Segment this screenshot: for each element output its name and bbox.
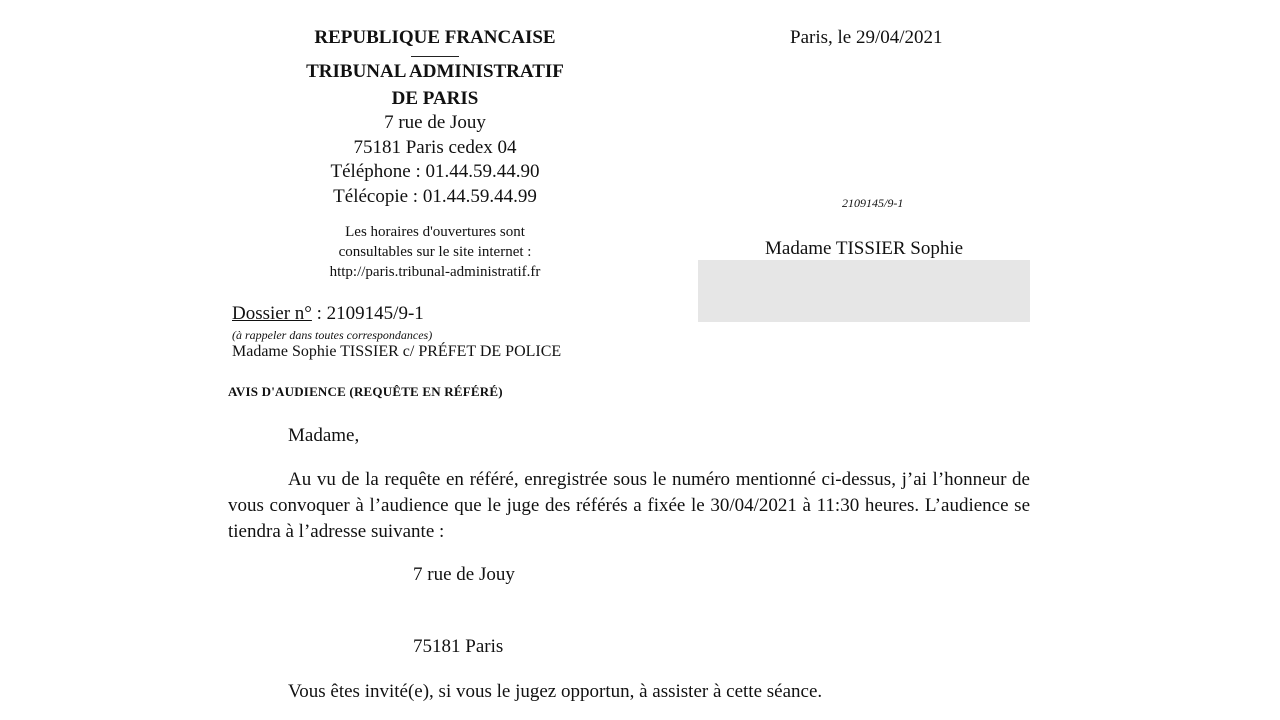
court-website-link[interactable]: http://paris.tribunal-administratif.fr [329,264,541,280]
court-address-city: 75181 Paris cedex 04 [353,136,517,158]
dossier-value: : 2109145/9-1 [311,303,424,324]
case-parties: Madame Sophie TISSIER c/ PRÉFET DE POLICE [232,343,562,360]
salutation: Madame, [288,425,360,446]
body-paragraph: Au vu de la requête en référé, enregistrée sous le numéro mentionné ci-dessus, j’ai l’honneur de vous convoquer à l’audience que le juge des référés a fixée le 30/04/2021 à 11:30 heures. L’audience se tiendra à l’adresse suivante : [228,469,1030,542]
opening-hours-note [280,222,590,282]
header-divider [411,56,459,57]
republique-heading: REPUBLIQUE FRANCAISE [314,27,556,48]
reference-number: 2109145/9-1 [842,196,904,210]
opening-hours-line1: Les horaires d'ouvertures sont [345,224,525,240]
letter-date: Paris, le 29/04/2021 [790,27,943,48]
recipient-name: Madame TISSIER Sophie [765,238,964,259]
court-fax: Télécopie : 01.44.59.44.99 [333,185,537,207]
court-address-street: 7 rue de Jouy [384,112,486,133]
dossier-number [232,302,424,326]
opening-hours-line2: consultables sur le site internet : [338,244,532,260]
tribunal-name-line1: TRIBUNAL ADMINISTRATIF [306,61,564,82]
court-telephone: Téléphone : 01.44.59.44.90 [330,161,540,182]
tribunal-name-line2: DE PARIS [391,88,479,109]
redacted-address-block [698,260,1030,322]
closing-sentence: Vous êtes invité(e), si vous le jugez opportun, à assister à cette séance. [288,681,823,702]
court-header [280,26,590,282]
dossier-note: (à rappeler dans toutes correspondances) [232,328,433,342]
hearing-address-city: 75181 Paris [413,636,504,657]
notice-title: AVIS D'AUDIENCE (REQUÊTE EN RÉFÉRÉ) [228,384,503,399]
dossier-label: Dossier n° [232,303,312,324]
hearing-address-street: 7 rue de Jouy [413,564,515,585]
